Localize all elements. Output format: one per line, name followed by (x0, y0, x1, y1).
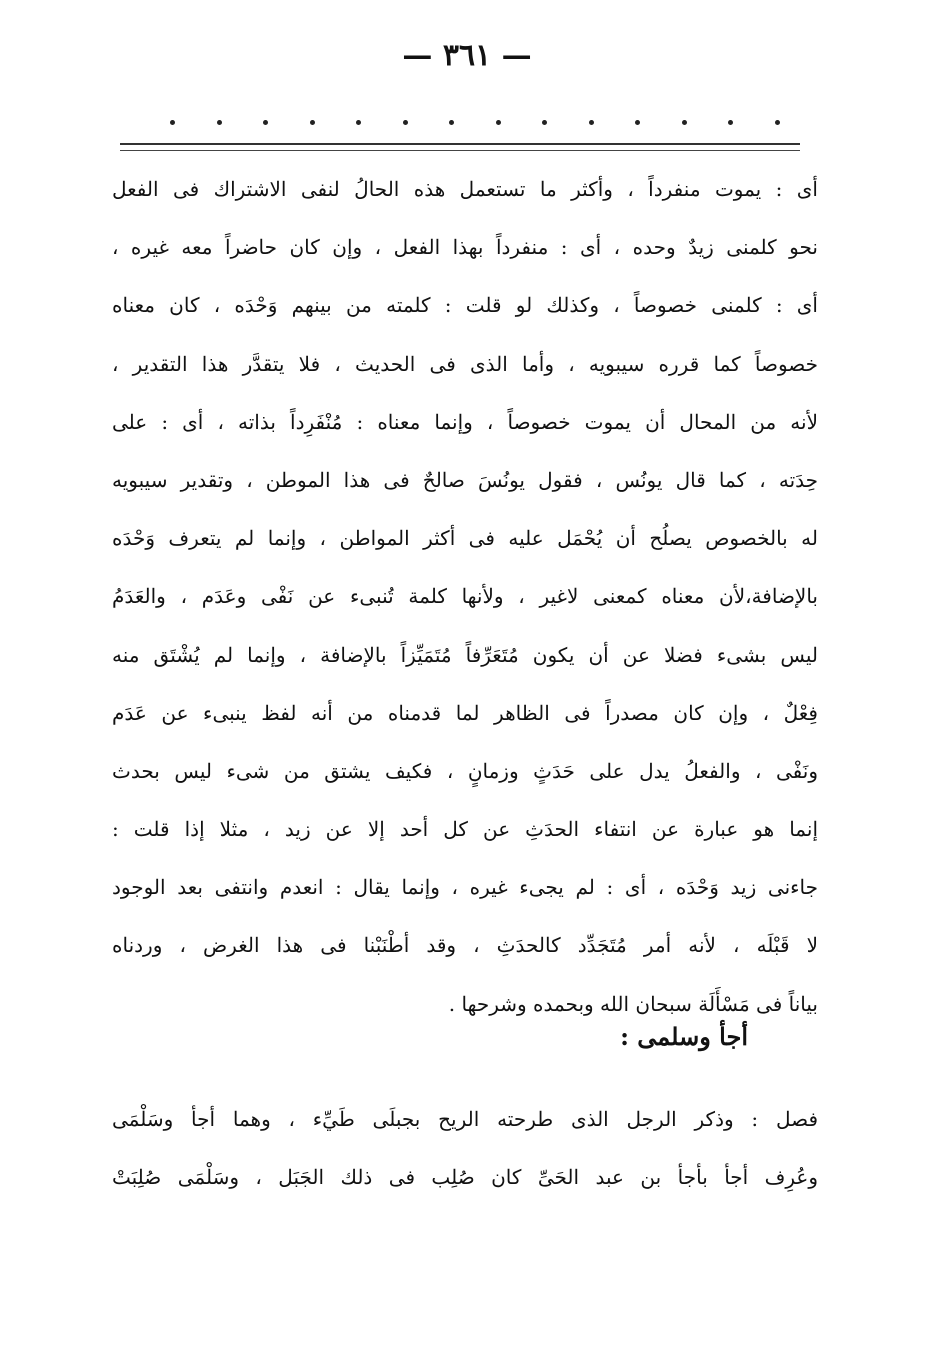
text-line: أى : كلمنى خصوصاً ، وكذلك لو قلت : كلمته من بينهم وَحْدَه ، كان معناه (112, 293, 818, 318)
section-heading: أجأ وسلمى : (620, 1022, 748, 1051)
ornament-dot (403, 120, 408, 125)
ornament-dot (775, 120, 780, 125)
page-number: — ٣٦١ — (402, 38, 532, 73)
text-line: وعُرِف أجأ بأجأ بن عبد الحَىِّ كان صُلِب فى ذلك الجَبَل ، وسَلْمَى صُلِبَتْ (112, 1165, 818, 1190)
text-line: له بالخصوص يصلُح أن يُحْمَل عليه فى أكثر المواطن ، وإنما لم يتعرف وَحْدَه (112, 526, 818, 551)
ornamental-dot-row (170, 112, 780, 132)
ornament-dot (682, 120, 687, 125)
header-rule-thin (120, 150, 800, 151)
ornament-dot (310, 120, 315, 125)
text-line: لأنه من المحال أن يموت خصوصاً ، وإنما معناه : مُنْفَرِداً بذاته ، أى : على (112, 409, 818, 434)
ornament-dot (589, 120, 594, 125)
text-line: لا قَبْلَه ، لأنه أمر مُتَجَدِّد كالحدَثِ ، وقد أطْنَبْنا فى هذا الغرض ، وردناه (112, 933, 818, 958)
ornament-dot (449, 120, 454, 125)
text-line: ليس بشىء فضلا عن أن يكون مُتَعَرِّفاً مُتَمَيِّزاً بالإضافة ، وإنما لم يُشْتَق منه (112, 642, 818, 667)
text-line: حِدَته ، كما قال يونُس ، فقول يونُسَ صالحٌ فى هذا الموطن ، وتقدير سيبويه (112, 467, 818, 492)
text-line: أى : يموت منفرداً ، وأكثر ما تستعمل هذه الحالُ لنفى الاشتراك فى الفعل (112, 177, 818, 201)
ornament-dot (542, 120, 547, 125)
section-paragraph (112, 1090, 818, 1206)
text-line: ونَفْى ، والفعلُ يدل على حَدَثٍ وزمانٍ ، فكيف يشتق من شىء ليس بحدث (112, 758, 818, 783)
ornament-dot (217, 120, 222, 125)
text-line: فِعْلٌ ، وإن كان مصدراً فى الظاهر لما قدمناه من أنه لفظ ينبىء عن عَدَم (112, 700, 818, 725)
text-line: جاءنى زيد وَحْدَه ، أى : لم يجىء غيره ، وإنما يقال : انعدم وانتفى بعد الوجود (112, 875, 818, 900)
text-line: نحو كلمنى زيدٌ وحده ، أى : منفرداً بهذا الفعل ، وإن كان حاضراً معه غيره ، (112, 235, 818, 260)
ornament-dot (263, 120, 268, 125)
ornament-dot (356, 120, 361, 125)
ornament-dot (496, 120, 501, 125)
ornament-dot (635, 120, 640, 125)
text-line: بالإضافة،لأن معناه كمعنى لاغير ، ولأنها كلمة تُنبىء عن نَفْى وعَدَم ، والعَدَمُ (112, 584, 818, 609)
text-line: بياناً فى مَسْأَلَة سبحان الله وبحمده وشرحها . (448, 991, 818, 1016)
text-line: فصل : وذكر الرجل الذى طرحته الريح بجبلَى طَيِّء ، وهما أجأ وسَلْمَى (112, 1107, 818, 1131)
header-rule (120, 143, 800, 145)
text-line: إنما هو عبارة عن انتفاء الحدَثِ عن كل أحد إلا عن زيد ، مثلا إذا قلت : (112, 817, 818, 842)
ornament-dot (728, 120, 733, 125)
text-line: خصوصاً كما قرره سيبويه ، وأما الذى فى الحديث ، فلا يتقدَّر هذا التقدير ، (112, 351, 818, 376)
ornament-dot (170, 120, 175, 125)
body-paragraph (112, 160, 818, 1033)
